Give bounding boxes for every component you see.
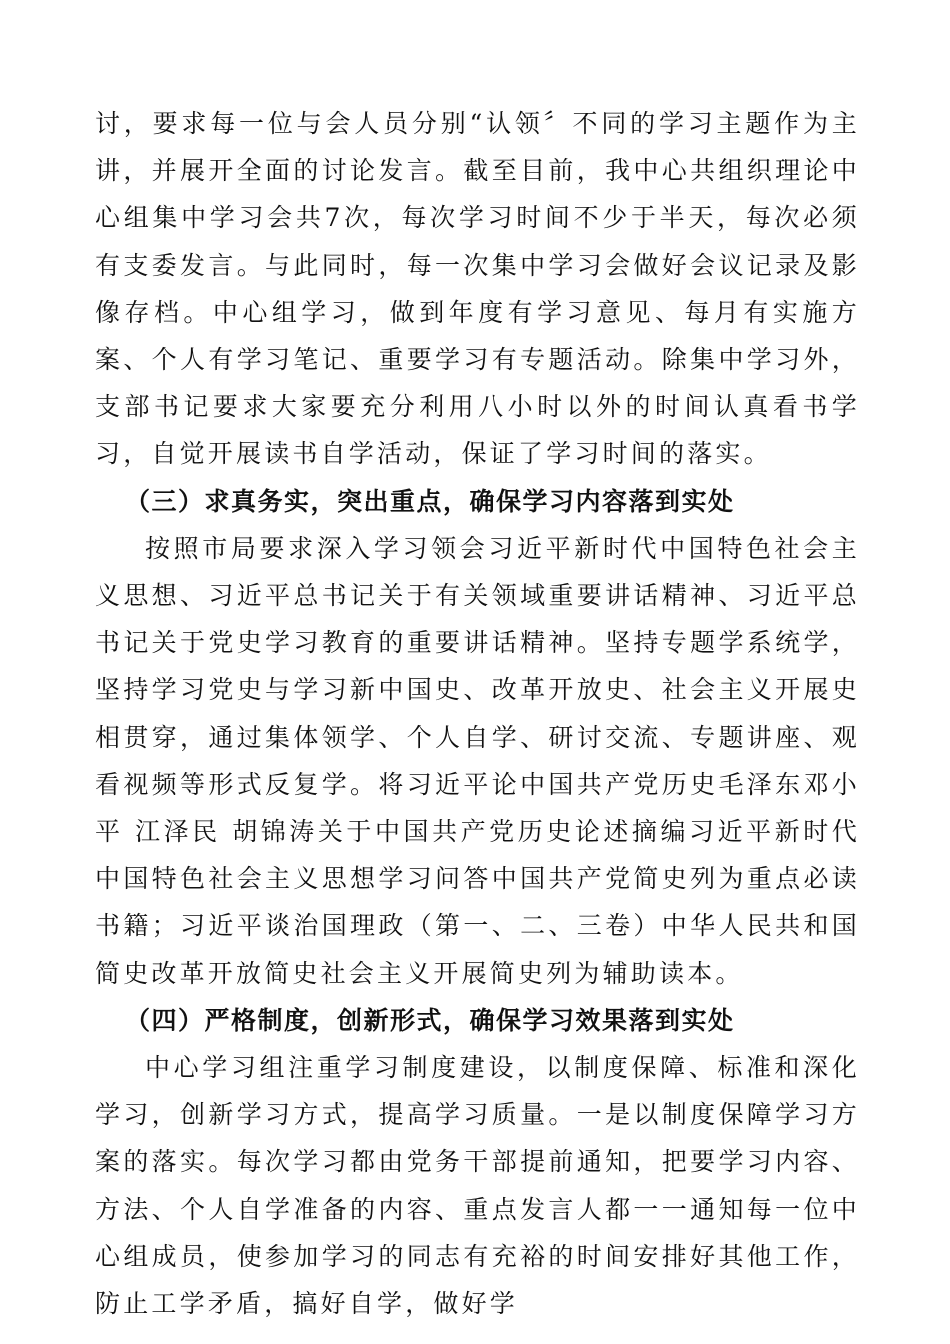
- paragraph-study-content: 按照市局要求深入学习领会习近平新时代中国特色社会主义思想、习近平总书记关于有关领域重要讲话精神、习近平总书记关于党史学习教育的重要讲话精神。坚持专题学系统学，坚持学习党史与学习新中国史、改革开放史、社会主义开展史相贯穿，通过集体领学、个人自学、研讨交流、专题讲座、观看视频等形式反复学。将习近平论中国共产党历史毛泽东邓小平 江泽民 胡锦涛关于中国共产党历史论述摘编习近平新时代中国特色社会主义思想学习问答中国共产党简史列为重点必读书籍；习近平谈治国理政（第一、二、三卷）中华人民共和国简史改革开放简史社会主义开展简史列为辅助读本。: [95, 533, 860, 988]
- paragraph-study-schedule: 讨，要求每一位与会人员分别“认领〞不同的学习主题作为主讲，并展开全面的讨论发言。截至目前，我中心共组织理论中心组集中学习会共7次，每次学习时间不少于半天，每次必须有支委发言。与此同时，每一次集中学习会做好会议记录及影像存档。中心组学习，做到年度有学习意见、每月有实施方案、个人有学习笔记、重要学习有专题活动。除集中学习外，支部书记要求大家要充分利用八小时以外的时间认真看书学习，自觉开展读书自学活动，保证了学习时间的落实。: [95, 109, 860, 469]
- document-body: [95, 100, 860, 1327]
- section-heading-3: （三）求真务实，突出重点，确保学习内容落到实处: [125, 486, 735, 516]
- section-heading-4: （四）严格制度，创新形式，确保学习效果落到实处: [125, 1005, 735, 1035]
- paragraph-study-system: 中心学习组注重学习制度建设，以制度保障、标准和深化学习，创新学习方式，提高学习质量。一是以制度保障学习方案的落实。每次学习都由党务干部提前通知，把要学习内容、方法、个人自学准备的内容、重点发言人都一一通知每一位中心组成员，使参加学习的同志有充裕的时间安排好其他工作，防止工学矛盾，搞好自学，做好学: [95, 1053, 860, 1319]
